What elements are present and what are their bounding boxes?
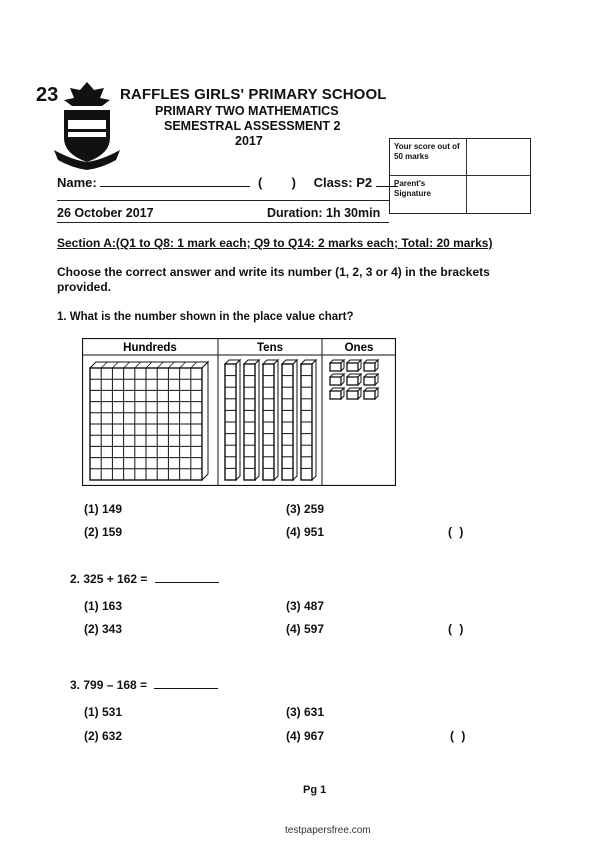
class-label: Class: P2 — [313, 175, 373, 190]
school-name: RAFFLES GIRLS' PRIMARY SCHOOL — [120, 86, 387, 103]
question-1-text: 1. What is the number shown in the place value chart? — [57, 311, 354, 323]
q3-answer-bracket[interactable]: ( ) — [450, 729, 468, 743]
question-3-text: 3. 799 – 168 = — [70, 678, 148, 692]
q2-answer-line[interactable] — [155, 570, 219, 583]
q1-option-1: (1) 149 — [84, 502, 123, 516]
hundred-flat — [90, 362, 208, 480]
ten-rod — [263, 360, 278, 480]
parent-signature-label: Parent's Signature — [394, 179, 431, 198]
chart-header-hundreds: Hundreds — [123, 342, 177, 354]
question-2-text: 2. 325 + 162 = — [70, 572, 148, 586]
name-field[interactable] — [100, 174, 250, 187]
assessment-title: SEMESTRAL ASSESSMENT 2 — [164, 119, 341, 133]
question-3-row — [70, 676, 218, 692]
exam-year: 2017 — [235, 134, 263, 148]
q2-option-1: (1) 163 — [84, 599, 123, 613]
q3-option-1: (1) 531 — [84, 705, 123, 719]
name-label: Name: — [57, 175, 97, 190]
score-label: Your score out of 50 marks — [394, 142, 460, 161]
school-crest-logo — [52, 80, 122, 172]
q3-option-2: (2) 632 — [84, 729, 123, 743]
one-cube — [364, 374, 378, 385]
q2-option-3: (3) 487 — [286, 599, 325, 613]
one-cube — [330, 360, 344, 371]
q1-option-3: (3) 259 — [286, 502, 325, 516]
q3-answer-line[interactable] — [154, 676, 218, 689]
ten-rod — [301, 360, 316, 480]
one-cube — [347, 360, 361, 371]
date-duration-row — [57, 206, 389, 220]
one-cube — [347, 374, 361, 385]
page-footer-number: Pg 1 — [303, 784, 327, 796]
instructions: Choose the correct answer and write its number (1, 2, 3 or 4) in the brackets provided. — [57, 265, 490, 294]
page-number-mark: 23 — [36, 84, 59, 106]
subject-title: PRIMARY TWO MATHEMATICS — [155, 104, 339, 118]
q1-option-2: (2) 159 — [84, 525, 123, 539]
one-cube — [364, 360, 378, 371]
ten-rod — [282, 360, 297, 480]
footer-site: testpapersfree.com — [285, 825, 371, 836]
score-box — [389, 138, 531, 214]
one-cube — [364, 388, 378, 399]
q2-option-4: (4) 597 — [286, 622, 325, 636]
student-info-row — [57, 174, 398, 190]
ten-rod — [225, 360, 240, 480]
ten-rod — [244, 360, 259, 480]
divider — [57, 222, 389, 223]
exam-duration: Duration: 1h 30min — [267, 206, 381, 220]
q1-answer-bracket[interactable]: ( ) — [448, 525, 466, 539]
chart-header-tens: Tens — [257, 342, 283, 354]
q1-option-4: (4) 951 — [286, 525, 325, 539]
question-2-row — [70, 570, 219, 586]
register-bracket-open: ( — [258, 175, 263, 190]
register-bracket-close: ) — [291, 175, 296, 190]
one-cube — [347, 388, 361, 399]
q2-option-2: (2) 343 — [84, 622, 123, 636]
chart-header-ones: Ones — [344, 342, 374, 354]
q3-option-4: (4) 967 — [286, 729, 325, 743]
class-field[interactable] — [376, 174, 398, 187]
one-cube — [330, 388, 344, 399]
q2-answer-bracket[interactable]: ( ) — [448, 622, 466, 636]
q3-option-3: (3) 631 — [286, 705, 325, 719]
divider — [57, 200, 389, 201]
one-cube — [330, 374, 344, 385]
exam-date: 26 October 2017 — [57, 206, 154, 220]
section-title: Section A:(Q1 to Q8: 1 mark each; Q9 to Q14: 2 marks each; Total: 20 marks) — [57, 236, 493, 250]
place-value-chart — [82, 338, 396, 486]
